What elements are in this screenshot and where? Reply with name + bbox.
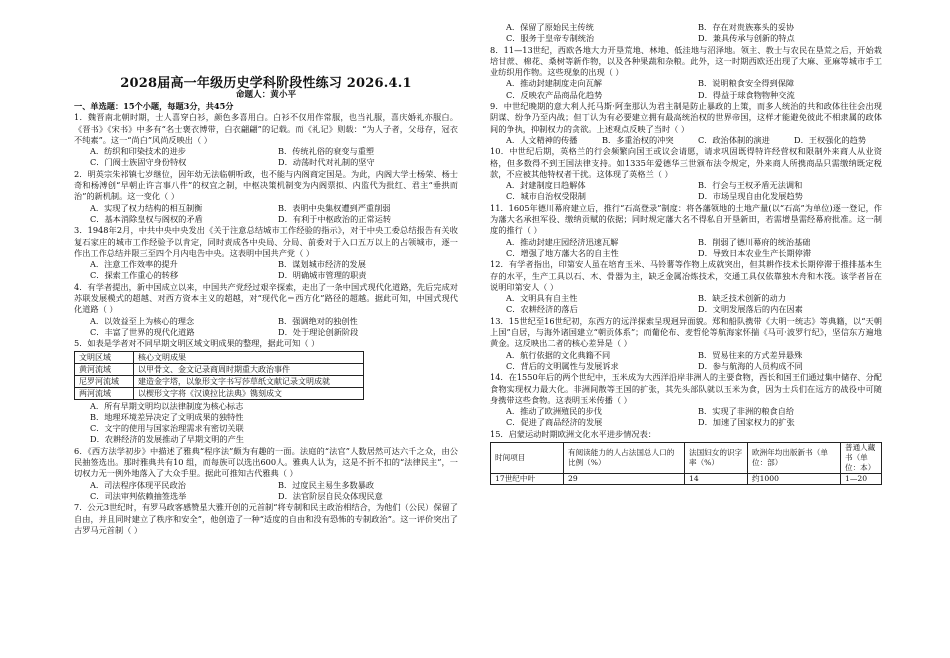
- question-5: 5．如表是学者对不同早期文明区域文明成果的整理，据此可知（ ）: [74, 338, 320, 349]
- question-11-options: [506, 237, 882, 260]
- option-12d[interactable]: D．文明发展落后的内在因素: [698, 304, 803, 315]
- question-14: 14．在1550年后的两个世纪中，玉米成为大西洋沿岸非洲人的主要食物，西长和国王们通过集中储存、分配食物实现权力最大化。非洲间散等王国的扩张，其先头部队就以玉米为食，因为士兵们在远方的战役中可随身携带这些食物。这表明玉米传播（ ）: [490, 372, 882, 405]
- option-1a[interactable]: A．纺织和印染技术的进步: [90, 146, 186, 157]
- table-row: [75, 375, 364, 387]
- option-14c[interactable]: C．促进了商品经济的发展: [506, 417, 603, 428]
- question-8-options: [506, 78, 882, 101]
- option-7c[interactable]: C．服务于皇帝专制统治: [506, 33, 595, 44]
- option-9c[interactable]: C．政治体制的演进: [698, 134, 770, 145]
- question-7: 7．公元3世纪时，有罗马政客感赞星大雅开创的元首制“将专制和民主政治相结合，为他们（公民）保留了自由，并且同时建立了秩序和安全”，他创造了一种“适度的自由和没有恐怖的专制政治”。这一评价突出了古罗马元首制（ ）: [74, 502, 458, 535]
- table-cell: 核心文明成果: [134, 351, 364, 363]
- option-10a[interactable]: A．封建制度日趋解体: [506, 180, 586, 191]
- option-12c[interactable]: C．农耕经济的落后: [506, 304, 578, 315]
- option-11c[interactable]: C．增强了地方藩大名的自主性: [506, 247, 619, 258]
- option-10c[interactable]: C．城市自治权受限制: [506, 191, 586, 202]
- table-cell: 1—20: [841, 473, 882, 484]
- option-3c[interactable]: C．探索工作重心的转移: [90, 270, 179, 281]
- option-7d[interactable]: D．兼具传承与创新的特点: [698, 33, 795, 44]
- question-9: 9．中世纪晚期的意大利人托马斯·阿奎那认为君主制是防止暴政的上策，而多人统治的共和政体往往会出现阴谋、纷争乃至内战；但丁认为有必要建立拥有最高统治权的世界帝国，这样才能避免彼此不相隶属的政体间的争执，抑制权力的贪欲。上述观点反映了当时（ ）: [490, 101, 882, 134]
- option-1d[interactable]: D．动荡时代对礼制的坚守: [278, 157, 375, 168]
- option-11a[interactable]: A．推动封建庄园经济迅速瓦解: [506, 236, 619, 247]
- option-6c[interactable]: C．司法审判依赖抽签选举: [90, 490, 187, 501]
- option-6a[interactable]: A．司法程序体现平民政治: [90, 479, 186, 490]
- option-11b[interactable]: B．削弱了德川幕府的统治基础: [698, 236, 811, 247]
- section-heading: 一、单选题：15个小题，每题3分，共45分: [74, 101, 234, 111]
- question-8: 8．11—13世纪，西欧各地大力开垦荒地、林地、低洼地与沼泽地。领主、教士与农民在垦荒之后，开始栽培甘蔗、棉花、桑树等新作物，以及各种果蔬和杂粮。此外，这一时期西欧还出现了大麻、亚麻等城市手工业纺织用作物。这些现象的出现（ ）: [490, 44, 882, 78]
- table-header-row: [491, 442, 882, 473]
- table-header-cell: 欧洲年均出版新书（单位：部）: [748, 442, 841, 473]
- question-3-options: [90, 259, 458, 282]
- option-1b[interactable]: B．传统礼俗的衰变与重塑: [278, 146, 375, 157]
- table-header-cell: 法国妇女的识字率（%）: [685, 442, 748, 473]
- table-cell: 约1000: [748, 473, 841, 484]
- right-question-flow: [490, 22, 882, 485]
- table-cell: 两河流域: [75, 387, 134, 399]
- option-6b[interactable]: B．过度民主易生多数暴政: [278, 479, 375, 490]
- option-14a[interactable]: A．推动了欧洲殖民的步伐: [506, 406, 602, 417]
- option-2d[interactable]: D．有利于中枢政治的正常运转: [278, 213, 392, 224]
- table-row: [75, 351, 364, 363]
- option-12a[interactable]: A．文明具有自主性: [506, 293, 578, 304]
- option-4b[interactable]: B．强调绝对的独创性: [278, 315, 358, 326]
- table-cell: 以楔形文字将《汉谟拉比法典》镌刻成文: [134, 387, 364, 399]
- question-4: 4．有学者提出，新中国成立以来，中国共产党经过艰辛探索，走出了一条中国式现代化道路，先后完成对苏联发展模式的超越、对西方资本主义的超越，对“现代化＝西方化”路径的超越。据此可知，中国式现代化道路（ ）: [74, 281, 458, 315]
- table-cell: 尼罗河流域: [75, 375, 134, 387]
- table-cell: 以甲骨文、金文记录商周时期重大政治事件: [134, 363, 364, 375]
- question-10: 10．中世纪后期，英格兰的行会频繁向国王或议会请愿，请求巩固既得特许经营权和限制外来商人从业资格，但多数得不到王国法律支持。如1335年爱德华三世颁布法令规定，外来商人所携商品只需缴纳既定税款，不应被其他特权者干扰。这体现了英格兰（ ）: [490, 146, 882, 179]
- option-11d[interactable]: D．导致日本农业生产长期停滞: [698, 247, 812, 258]
- option-5d[interactable]: D．农耕经济的发展推动了早期文明的产生: [90, 434, 244, 445]
- option-14b[interactable]: B．实现了非洲的粮食自给: [698, 406, 795, 417]
- question-15: 15．启蒙运动时期欧洲文化水平进步情况表：: [490, 428, 656, 439]
- option-12b[interactable]: B．缺乏技术创新的动力: [698, 293, 786, 304]
- question-12-options: [506, 293, 882, 316]
- table-cell: 29: [564, 473, 685, 484]
- option-9a[interactable]: A．人文精神的传播: [506, 134, 578, 145]
- option-3b[interactable]: B．谋划城市经济的发展: [278, 259, 366, 270]
- option-7a[interactable]: A．保留了原始民主传统: [506, 22, 594, 32]
- option-9d[interactable]: D．王权强化的趋势: [794, 134, 867, 145]
- option-5b[interactable]: B．地理环境差异决定了文明成果的独特性: [90, 411, 244, 422]
- option-8b[interactable]: B．说明粮食安全得到保障: [698, 78, 795, 89]
- option-2c[interactable]: C．基本消除皇权与阁权的矛盾: [90, 213, 203, 224]
- option-6d[interactable]: D．法官阶层自民众体现民意: [278, 490, 383, 501]
- question-3: 3．1948年2月，中共中央中央发出《关于注意总结城市工作经验的指示》，对于中央工委总结报告有关收复石家庄的城市工作经验予以肯定，同时责成各中央局、分局、前委对于入口五万以上的占领城市，逐一作出工作总结并限三至四个月内电告中央。这表明中国共产党（ ）: [74, 225, 458, 258]
- table-row: [75, 363, 364, 375]
- question-2-options: [90, 203, 458, 226]
- exam-title: 2028届高一年级历史学科阶段性练习 2026.4.1: [120, 76, 412, 91]
- option-5a[interactable]: A．所有早期文明均以法律制度为核心标志: [90, 400, 244, 411]
- option-10b[interactable]: B．行会与王权矛盾无法调和: [698, 180, 803, 191]
- question-5-table: [74, 351, 364, 400]
- option-7b[interactable]: B．存在对贵族寡头的妥协: [698, 22, 795, 32]
- option-13b[interactable]: B．贸易往来的方式差异悬殊: [698, 349, 803, 360]
- question-10-options: [506, 180, 882, 203]
- option-10d[interactable]: D．市场呈现自由化发展趋势: [698, 191, 803, 202]
- question-2: 2．明英宗朱祁镇七岁继位，因年幼无法临朝听政，也不能与内阁商定国是。为此，内阁大学士杨荣、杨士奇和杨溥创“早朝止许言事八件”的权宜之制，中枢决策机制变为内阁票拟、内监代为批红、君主“垂拱而治”的新机制。这一变化（ ）: [74, 168, 458, 202]
- question-4-options: [90, 316, 458, 339]
- option-9b[interactable]: B．多重治权的冲突: [602, 134, 674, 145]
- question-12: 12．有学者指出，印第安人虽在培育玉米、马铃薯等作物上成就突出，但其耕作技术长期停滞于推排基本生存的水平，生产工具以石、木、骨器为主，缺乏金属冶炼技术，交通工具仅依靠独木舟和木筏。该学者旨在说明印第安人（ ）: [490, 259, 882, 292]
- option-3d[interactable]: D．明确城市管理的职责: [278, 270, 367, 281]
- question-1-options: [90, 146, 458, 169]
- table-row: [491, 473, 882, 484]
- option-8d[interactable]: D．得益于球食物物种交流: [698, 89, 795, 100]
- option-3a[interactable]: A．注意工作效率的提升: [90, 259, 178, 270]
- question-14-options: [506, 406, 882, 429]
- option-5c[interactable]: C．文字的使用与国家治理需求有密切关联: [90, 423, 244, 434]
- table-header-cell: 有阅读能力的人占法国总人口的比例（%）: [564, 442, 685, 473]
- option-4d[interactable]: D．处于理论创新阶段: [278, 326, 359, 337]
- question-6-options: [90, 480, 458, 503]
- left-question-flow: [74, 101, 458, 536]
- option-13a[interactable]: A．航行依据的文化典籍不同: [506, 349, 611, 360]
- question-15-table: [490, 442, 882, 485]
- table-cell: 黄河流域: [75, 363, 134, 375]
- option-2b[interactable]: B．表明中央集权遭到严重削弱: [278, 202, 391, 213]
- table-header-cell: 普通人藏书（单位：本）: [841, 442, 882, 473]
- question-13-options: [506, 350, 882, 373]
- option-13d[interactable]: D．参与航海的人员构成不同: [698, 360, 803, 371]
- option-8c[interactable]: C．反映农产品商品化趋势: [506, 89, 603, 100]
- question-1: 1．魏晋南北朝时期，士人喜穿白衫，颜色多喜用白。白衫不仅用作常服，也当礼服，喜庆婚礼亦服白。《晋书》《宋书》中多有“名士褒衣博带，白衣翩翩”的记载。而《礼记》则载：“为人子者，父母存，冠衣不纯素”。这一“尚白”风尚反映出（ ）: [74, 112, 458, 145]
- table-cell: 文明区域: [75, 351, 134, 363]
- option-2a[interactable]: A．实现了权力结构的相互制衡: [90, 202, 203, 213]
- option-1c[interactable]: C．门阀士族固守身份特权: [90, 157, 187, 168]
- option-14d[interactable]: D．加速了国家权力的扩张: [698, 417, 795, 428]
- option-8a[interactable]: A．推动封建制度走向瓦解: [506, 78, 602, 89]
- question-6: 6．《西方法学初步》中描述了雅典“程序法”颇为有趣的一面。法庭的“法官”人数居然可达六千之众，由公民抽签选出。那时雅典共有10 组，而每族可以选出600人。雅典人认为，这是不折不扣的“法律民主”，一切权力无一例外地落入了大众手里。据此可推知古代雅典（ ）: [74, 445, 458, 479]
- question-5-options: [90, 401, 458, 446]
- question-13: 13．15世纪至16世纪初，东西方的远洋探索呈现迥异面貌。郑和船队携带《大明一统志》等典籍，以“天朝上国”自居，与海外诸国建立“朝贡体系”；而葡伦布、麦哲伦等航海家怀揣《马可·波罗行纪》，坚信东方遍地黄金。这反映出二者的核心差异是（ ）: [490, 315, 882, 349]
- option-4a[interactable]: A．以效益至上为核心的理念: [90, 315, 195, 326]
- table-cell: 17世纪中叶: [491, 473, 564, 484]
- option-13c[interactable]: C．背后的文明属性与发展诉求: [506, 360, 619, 371]
- option-4c[interactable]: C．丰富了世界的现代化道路: [90, 326, 195, 337]
- question-11: 11．1605年德川幕府建立后，推行“石高登录”制度：将各藩领地的土地产量(以“石高”为单位)逐一登记，作为藩大名承担军役、缴纳贡赋的依据；同时规定藩大名不得私自开垦新田，若需增垦需经幕府批准。这一制度的推行（ ）: [490, 202, 882, 236]
- table-row: [75, 387, 364, 399]
- question-7-options: [506, 22, 882, 45]
- table-header-cell: 时间项目: [491, 442, 564, 473]
- table-cell: 建造金字塔，以象形文字书写莎草纸文献记录文明成就: [134, 375, 364, 387]
- question-9-options: [506, 135, 882, 146]
- exam-author: 命题人：黄小平: [235, 90, 297, 100]
- table-cell: 14: [685, 473, 748, 484]
